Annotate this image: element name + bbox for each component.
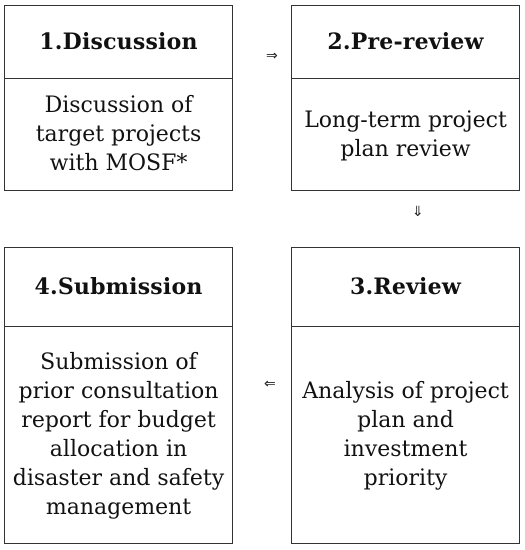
- step-4-description: Submission of prior consultation report for budget allocation in disaster and safety management: [12, 350, 225, 520]
- step-1-description: Discussion of target projects with MOSF*: [35, 93, 202, 176]
- step-2-description: Long-term project plan review: [304, 107, 507, 162]
- step-3-description: Analysis of project plan and investment priority: [302, 379, 509, 491]
- step-3-title: 3.Review: [292, 248, 519, 327]
- step-4-title: 4.Submission: [5, 248, 232, 327]
- step-2-title: 2.Pre-review: [292, 6, 519, 79]
- left-arrow-icon: ⇐: [264, 376, 276, 392]
- step-4-submission-box: [4, 247, 233, 544]
- step-3-review-box: [291, 247, 520, 544]
- right-arrow-icon: ⇒: [266, 48, 278, 64]
- step-2-pre-review-box: [291, 5, 520, 191]
- step-1-discussion-box: [4, 5, 233, 191]
- step-1-title: 1.Discussion: [5, 6, 232, 79]
- down-arrow-icon: ⇓: [412, 204, 424, 220]
